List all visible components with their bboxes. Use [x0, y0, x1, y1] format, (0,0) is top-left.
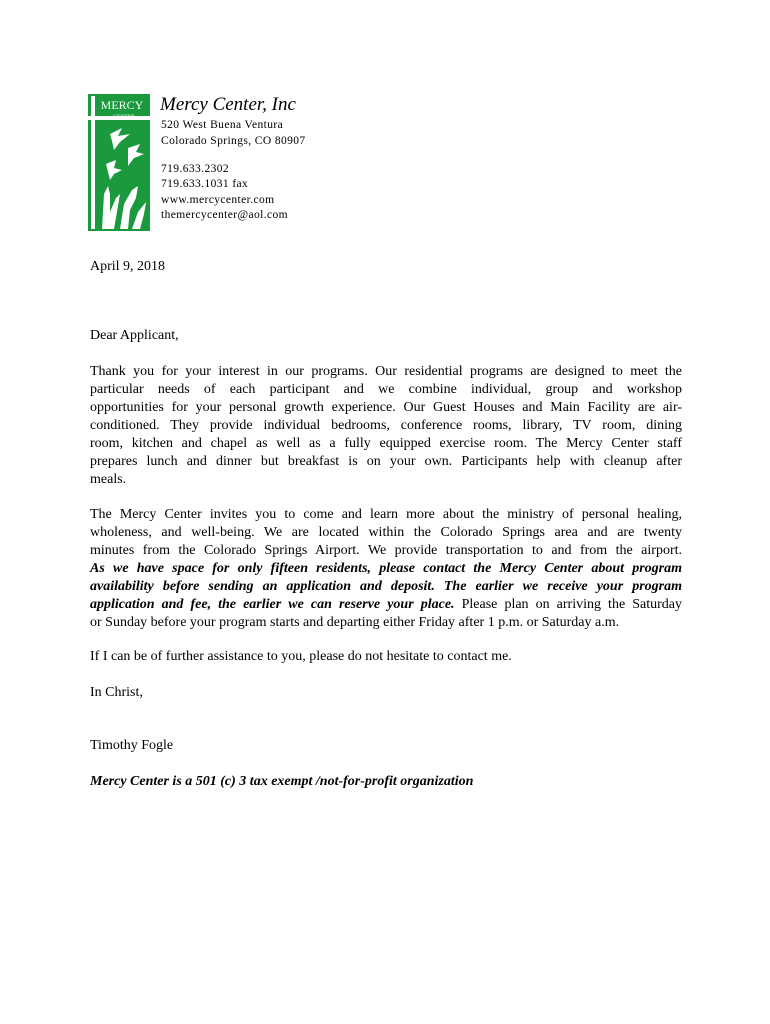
logo-text-mercy: MERCY: [100, 98, 144, 112]
address-street: 520 West Buena Ventura: [161, 119, 284, 131]
email-address: themercycenter@aol.com: [161, 209, 288, 221]
mercy-center-logo: [88, 94, 150, 231]
text-line: opportunities for your personal growth experience. Our Guest Houses and Main Facility are air-: [90, 400, 682, 415]
paragraph-invitation: [90, 506, 682, 632]
text-line: The Mercy Center invites you to come and learn more about the ministry of personal healing,: [90, 507, 682, 522]
logo-text-center: CENTER: [113, 114, 135, 120]
paragraph-assistance: If I can be of further assistance to you, please do not hesitate to contact me.: [90, 649, 512, 664]
text-line: prepares lunch and dinner but breakfast is on your own. Participants help with cleanup after: [90, 454, 682, 469]
fax-number: 719.633.1031 fax: [161, 178, 249, 190]
paragraph-programs: [90, 363, 682, 489]
text-line: or Sunday before your program starts and departing either Friday after 1 p.m. or Saturday a.m.: [90, 615, 620, 630]
text-line: particular needs of each participant and we combine individual, group and workshop: [90, 382, 682, 397]
emphasis-text: application and fee, the earlier we can reserve your place.: [90, 597, 455, 612]
signature-name: Timothy Fogle: [90, 738, 174, 753]
emphasis-line: availability before sending an application and deposit. The earlier we receive your program: [90, 579, 682, 594]
text-line: meals.: [90, 472, 127, 487]
text-line: conditioned. They provide individual bedrooms, conference rooms, library, TV room, dining: [90, 418, 682, 433]
organization-name: Mercy Center, Inc: [160, 94, 296, 115]
salutation: Dear Applicant,: [90, 328, 179, 343]
letter-date: April 9, 2018: [90, 259, 166, 274]
phone-number: 719.633.2302: [161, 163, 230, 175]
text-line-mixed: [90, 596, 682, 614]
text-line: room, kitchen and chapel as well as a fully equipped exercise room. The Mercy Center staff: [90, 436, 682, 451]
plain-text: Please plan on arriving the Saturday: [454, 597, 682, 612]
closing: In Christ,: [90, 685, 143, 700]
emphasis-line: As we have space for only fifteen residents, please contact the Mercy Center about program: [90, 561, 682, 576]
nonprofit-statement: Mercy Center is a 501 (c) 3 tax exempt /not-for-profit organization: [90, 774, 474, 789]
website: www.mercycenter.com: [161, 194, 275, 206]
address-city: Colorado Springs, CO 80907: [161, 135, 306, 147]
text-line: wholeness, and well-being. We are located within the Colorado Springs area and are twenty: [90, 525, 682, 540]
text-line: Thank you for your interest in our programs. Our residential programs are designed to meet the: [90, 364, 682, 379]
text-line: minutes from the Colorado Springs Airport. We provide transportation to and from the airport.: [90, 543, 682, 558]
